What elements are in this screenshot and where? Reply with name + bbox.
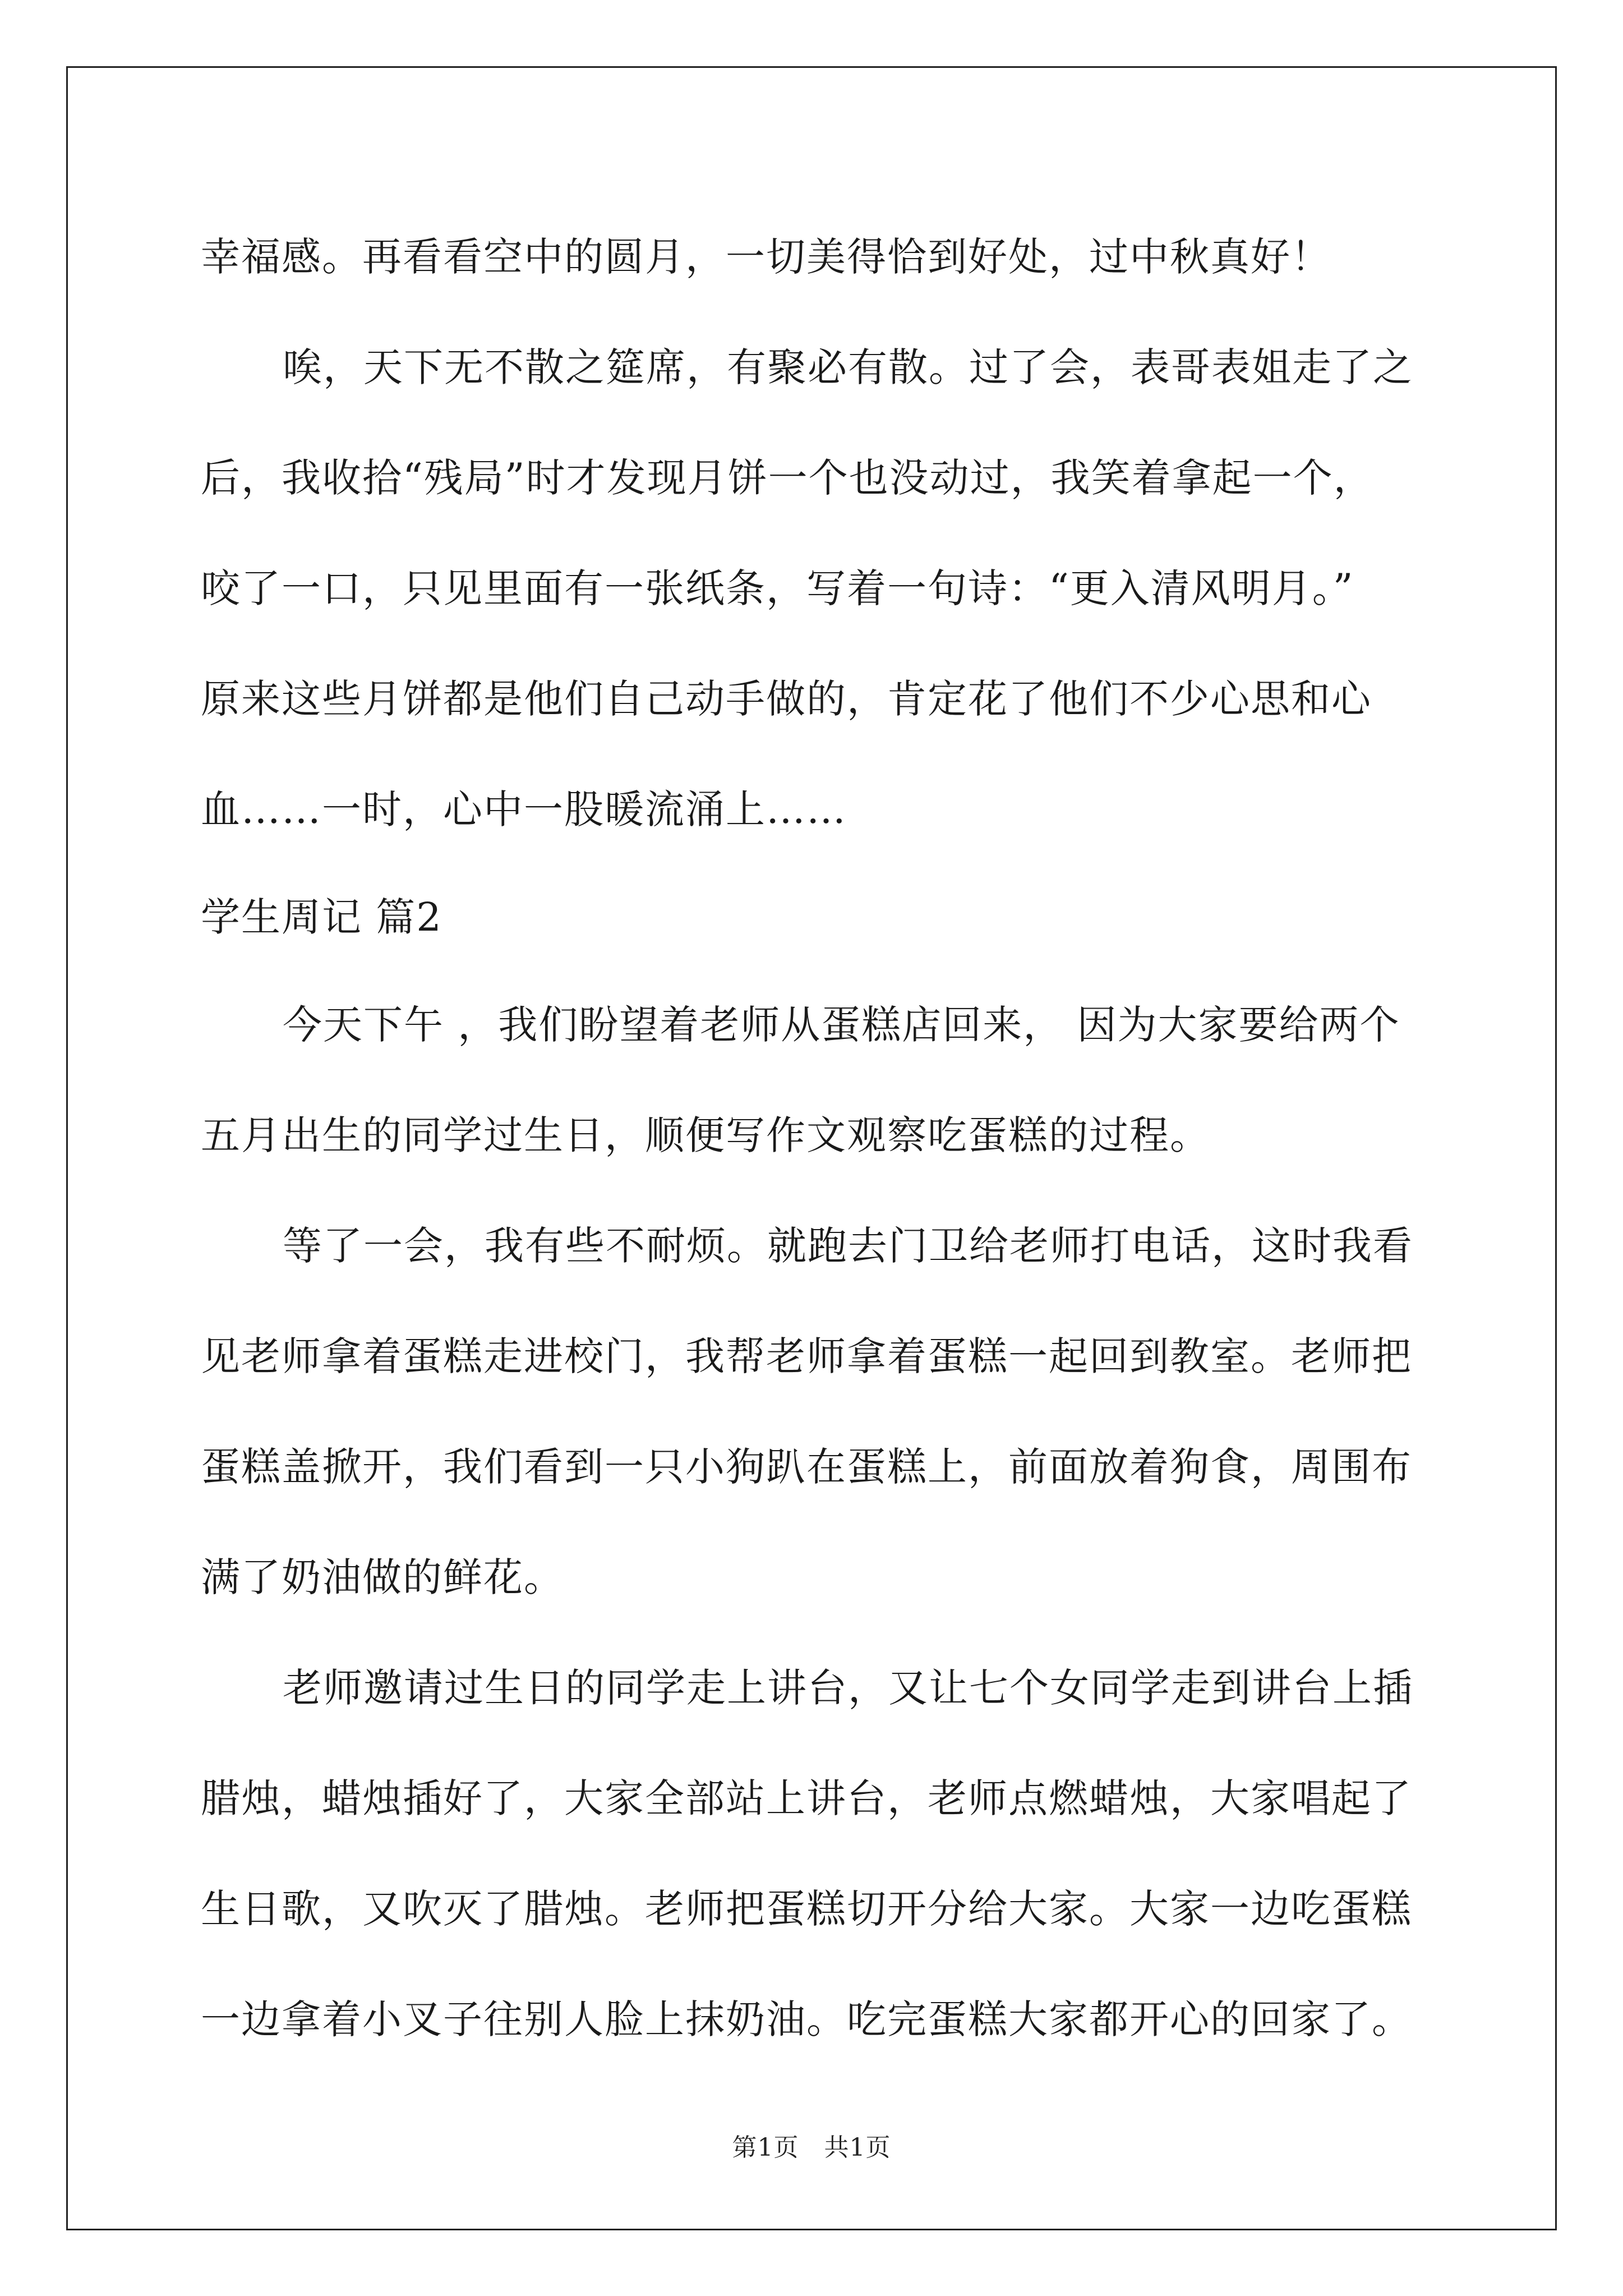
- text-line: 见老师拿着蛋糕走进校门，我帮老师拿着蛋糕一起回到教室。老师把: [201, 1333, 1412, 1379]
- text-line: 满了奶油做的鲜花。: [201, 1554, 564, 1600]
- section-heading: 学生周记 篇2: [201, 894, 442, 940]
- text-line: 生日歌，又吹灭了腊烛。老师把蛋糕切开分给大家。大家一边吃蛋糕: [201, 1886, 1412, 1932]
- page-footer: 第1页 共1页: [732, 2133, 891, 2162]
- text-line: 原来这些月饼都是他们自己动手做的，肯定花了他们不少心思和心: [201, 676, 1372, 722]
- text-line: 唉，天下无不散之筵席，有聚必有散。过了会，表哥表姐走了之: [283, 344, 1413, 390]
- text-line: 腊烛，蜡烛插好了，大家全部站上讲台，老师点燃蜡烛，大家唱起了: [201, 1775, 1412, 1821]
- text-line: 血……一时，心中一股暖流涌上……: [201, 786, 847, 832]
- text-line: 蛋糕盖掀开，我们看到一只小狗趴在蛋糕上，前面放着狗食，周围布: [201, 1444, 1412, 1490]
- text-line: 后，我收拾“残局”时才发现月饼一个也没动过，我笑着拿起一个，: [201, 455, 1374, 501]
- text-line: 今天下午 ，我们盼望着老师从蛋糕店回来， 因为大家要给两个: [283, 1002, 1400, 1048]
- text-line: 等了一会，我有些不耐烦。就跑去门卫给老师打电话，这时我看: [283, 1223, 1413, 1269]
- document-body: [201, 202, 1429, 2075]
- text-line: 五月出生的同学过生日，顺便写作文观察吃蛋糕的过程。: [201, 1112, 1210, 1158]
- text-line: 老师邀请过生日的同学走上讲台，又让七个女同学走到讲台上插: [283, 1665, 1413, 1711]
- text-line: 幸福感。再看看空中的圆月，一切美得恰到好处，过中秋真好！: [201, 234, 1331, 280]
- text-line: 一边拿着小叉子往别人脸上抹奶油。吃完蛋糕大家都开心的回家了。: [201, 1996, 1412, 2042]
- text-line: 咬了一口，只见里面有一张纸条，写着一句诗：“更入清风明月。”: [201, 565, 1354, 611]
